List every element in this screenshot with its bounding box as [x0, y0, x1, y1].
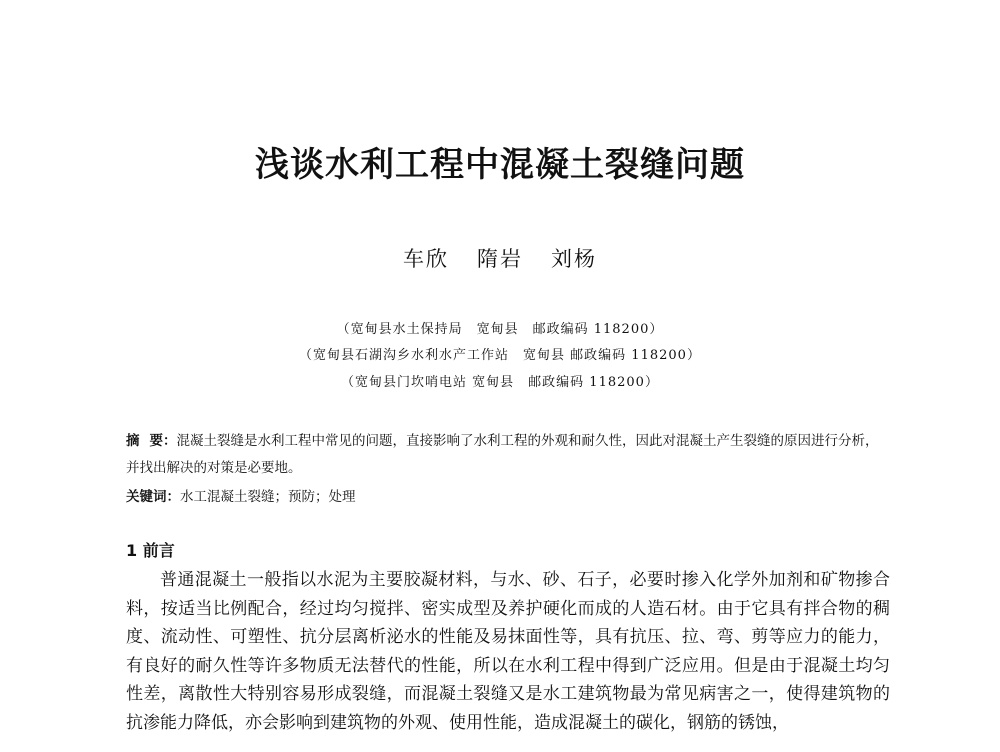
keywords-text: 水工混凝土裂缝；预防；处理 [180, 489, 356, 505]
abstract-paragraph [126, 428, 890, 482]
abstract-label-part: 要： [149, 433, 177, 449]
author-list [0, 243, 1000, 275]
abstract-label-part: 摘 [126, 433, 150, 449]
section-heading: 1 前言 [126, 541, 175, 560]
keywords-line [126, 486, 890, 508]
keywords-label: 关键词： [126, 489, 180, 505]
affiliation-line: （宽甸县门坎哨电站 宽甸县 邮政编码 118200） [341, 375, 659, 390]
abstract-text: 混凝土裂缝是水利工程中常见的问题，直接影响了水利工程的外观和耐久性，因此对混凝土产生裂缝的原因进行分析，并找出解决的对策是必要地。 [126, 433, 879, 476]
author-name: 刘杨 [551, 247, 597, 271]
body-paragraph: 普通混凝土一般指以水泥为主要胶凝材料，与水、砂、石子，必要时掺入化学外加剂和矿物掺合料，按适当比例配合，经过均匀搅拌、密实成型及养护硬化而成的人造石材。由于它具有拌合物的稠度、流动性、可塑性、抗分层离析泌水的性能及易抹面性等，具有抗压、拉、弯、剪等应力的能力，有良好的耐久性等许多物质无法替代的性能，所以在水利工程中得到广泛应用。但是由于混凝土均匀性差，离散性大特别容易形成裂缝，而混凝土裂缝又是水工建筑物最为常见病害之一，使得建筑物的抗渗能力降低，亦会影响到建筑物的外观、使用性能，造成混凝土的碳化，钢筋的锈蚀， [126, 570, 890, 733]
affiliation-line: （宽甸县水土保持局 宽甸县 邮政编码 118200） [336, 322, 664, 337]
author-name: 车欣 [403, 247, 449, 271]
affiliation-line: （宽甸县石湖沟乡水利水产工作站 宽甸县 邮政编码 118200） [299, 348, 701, 363]
author-name: 隋岩 [477, 247, 523, 271]
paper-title: 浅谈水利工程中混凝土裂缝问题 [255, 145, 745, 185]
